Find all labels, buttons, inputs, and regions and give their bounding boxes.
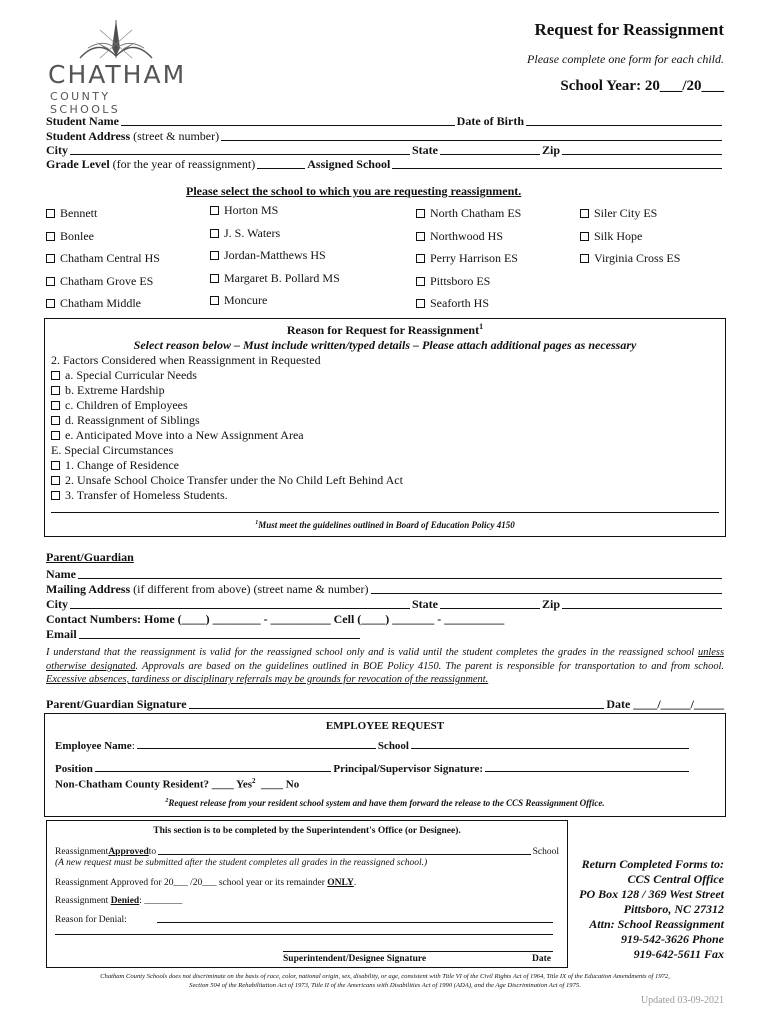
parent-signature-row	[46, 697, 724, 712]
denied-suffix: : ________	[139, 896, 183, 906]
checkbox-icon[interactable]	[210, 296, 219, 305]
employee-request-section	[44, 713, 726, 817]
reason-option[interactable]	[51, 383, 403, 398]
checkbox-icon[interactable]	[51, 416, 60, 425]
form-title: Request for Reassignment	[534, 20, 724, 39]
approved-year-row[interactable]: Reassignment Approved for 20___ /20___ school year or its remainder ONLY.	[55, 878, 357, 888]
nonresident-row[interactable]	[55, 777, 299, 791]
approved-word: Approved	[108, 847, 149, 857]
checkbox-icon[interactable]	[580, 209, 589, 218]
school-option-label: Siler City ES	[594, 206, 658, 220]
statement-part1: I understand that the reassignment is valid for the reassigned school only and is valid until the student completes the grades in the reassigned school	[46, 647, 699, 658]
logo-name: CHATHAM	[48, 60, 187, 89]
updated-date: Updated 03-09-2021	[640, 995, 724, 1006]
parent-state-field[interactable]	[440, 608, 540, 609]
school-option-label: Margaret B. Pollard MS	[224, 270, 340, 285]
student-city-label: City	[46, 143, 68, 157]
statement-underline2: Excessive absences, tardiness or disciplinary referrals may be grounds for revocation of the reassignment.	[46, 674, 489, 685]
statement-underline1: unless otherwise designated	[46, 647, 724, 672]
school-option-label: Bennett	[60, 206, 98, 220]
position-label: Position	[55, 763, 93, 775]
email-field[interactable]	[79, 638, 360, 639]
reason-heading-text: E. Special Circumstances	[51, 443, 174, 457]
email-row	[46, 627, 362, 642]
return-line: Attn: School Reassignment	[589, 917, 724, 931]
school-option[interactable]	[210, 293, 267, 308]
school-option[interactable]	[416, 206, 521, 221]
employee-school-label: School	[377, 740, 409, 752]
district-logo	[46, 18, 187, 116]
checkbox-icon[interactable]	[416, 232, 425, 241]
denied-prefix: Reassignment	[55, 896, 111, 906]
superintendent-sig-line[interactable]	[283, 951, 553, 952]
school-option-label: Perry Harrison ES	[430, 251, 518, 265]
reason-option[interactable]	[51, 428, 403, 443]
reason-option[interactable]	[51, 398, 403, 413]
denial-line-2[interactable]	[55, 934, 553, 935]
school-option-label: Northwood HS	[430, 228, 504, 243]
student-state-label: State	[411, 143, 438, 157]
employee-name-row: Employee Name : School	[55, 738, 689, 752]
assigned-school-label: Assigned School	[307, 157, 391, 171]
reason-option-label: a. Special Curricular Needs	[65, 368, 197, 382]
reason-footnote-text: Must meet the guidelines outlined in Board of Education Policy 4150	[258, 520, 515, 530]
employee-name-field[interactable]	[137, 748, 376, 749]
school-option[interactable]	[46, 251, 160, 266]
checkbox-icon[interactable]	[416, 254, 425, 263]
reason-option[interactable]	[51, 488, 403, 503]
reason-option-label: 2. Unsafe School Choice Transfer under the No Child Left Behind Act	[65, 473, 403, 487]
nonresident-sup: 2	[252, 777, 256, 785]
student-state-field[interactable]	[440, 154, 540, 155]
checkbox-icon[interactable]	[51, 386, 60, 395]
denial-label: Reason for Denial:	[55, 915, 127, 925]
parent-city-field[interactable]	[70, 608, 410, 609]
denied-word: Denied	[110, 896, 140, 906]
school-option-label: Silk Hope	[594, 228, 643, 243]
approved-suffix: to	[148, 847, 157, 857]
checkbox-icon[interactable]	[210, 206, 219, 215]
school-option[interactable]	[46, 229, 94, 244]
checkbox-icon[interactable]	[580, 232, 589, 241]
reason-option[interactable]	[51, 473, 403, 488]
reason-option-label: d. Reassignment of Siblings	[65, 413, 200, 427]
student-address-label: Student Address	[46, 129, 131, 143]
reason-section-heading	[51, 443, 403, 458]
parent-name-label: Name	[46, 567, 76, 581]
parent-name-field[interactable]	[78, 578, 722, 579]
school-option[interactable]	[210, 248, 326, 263]
checkbox-icon[interactable]	[580, 254, 589, 263]
employee-school-field[interactable]	[411, 748, 689, 749]
email-label: Email	[46, 627, 77, 641]
school-option[interactable]	[416, 229, 503, 244]
checkbox-icon[interactable]	[51, 461, 60, 470]
compass-star-icon	[46, 18, 186, 62]
school-option[interactable]	[210, 271, 340, 286]
school-option-label: Horton MS	[224, 203, 279, 217]
nonresident-yes: Non-Chatham County Resident? ____ Yes	[55, 778, 252, 791]
student-address-row	[46, 129, 724, 144]
reason-list	[51, 353, 403, 503]
approved-prefix: Reassignment	[55, 847, 109, 857]
checkbox-icon[interactable]	[46, 209, 55, 218]
school-option[interactable]	[416, 296, 489, 311]
parent-statement	[46, 646, 724, 687]
school-option-label: Chatham Grove ES	[60, 273, 154, 288]
form-subtitle: Please complete one form for each child.	[527, 52, 724, 66]
school-option[interactable]	[580, 251, 680, 266]
reason-option-label: 1. Change of Residence	[65, 458, 179, 472]
school-option-label: Jordan-Matthews HS	[224, 248, 326, 262]
student-address-field[interactable]	[221, 140, 722, 141]
school-option[interactable]	[210, 203, 278, 218]
return-line: CCS Central Office	[627, 872, 724, 886]
dob-label: Date of Birth	[456, 114, 524, 128]
reason-title	[45, 322, 725, 338]
employee-note-text: Request release from your resident school system and have them forward the release to the CCS Reassignment Office.	[168, 798, 605, 808]
reason-option-label: 3. Transfer of Homeless Students.	[65, 488, 228, 502]
school-option-label: Bonlee	[60, 228, 94, 243]
school-option-label: Pittsboro ES	[430, 273, 491, 288]
reason-heading-text: 2. Factors Considered when Reassignment in Requested	[51, 353, 321, 367]
reason-option[interactable]	[51, 458, 403, 473]
contact-row	[46, 612, 724, 627]
school-option[interactable]	[580, 229, 642, 244]
logo-subtitle: COUNTY SCHOOLS	[50, 90, 121, 116]
statement-part2: . Approvals are based on the guidelines outlined in BOE Policy 4150. The parent is responsible for transportation to and from school.	[135, 660, 724, 672]
denial-row	[55, 913, 553, 925]
approved-school-field[interactable]	[158, 854, 530, 855]
office-section	[46, 820, 568, 968]
grade-label: Grade Level	[46, 157, 110, 171]
superintendent-sig-label: Superintendent/Designee Signature	[283, 954, 427, 964]
mailing-hint: (if different from above) (street name & number)	[133, 582, 369, 596]
mailing-row	[46, 582, 724, 597]
employee-note	[45, 798, 725, 808]
checkbox-icon[interactable]	[416, 299, 425, 308]
reason-option[interactable]	[51, 413, 403, 428]
parent-date-label[interactable]: Date ____/_____/_____	[606, 697, 724, 711]
parent-heading: Parent/Guardian	[46, 550, 134, 564]
reason-option-label: c. Children of Employees	[65, 398, 188, 412]
reason-title-sup: 1	[479, 322, 484, 331]
school-option-label: North Chatham ES	[430, 206, 522, 220]
reason-section-heading	[51, 353, 403, 368]
reason-footnote-sup: 1	[255, 520, 259, 526]
parent-zip-label: Zip	[541, 597, 560, 611]
return-line: Pittsboro, NC 27312	[623, 902, 724, 916]
reason-section	[44, 318, 726, 537]
mailing-field[interactable]	[371, 593, 723, 594]
school-option[interactable]	[46, 274, 153, 289]
student-name-row	[46, 114, 724, 129]
parent-city-label: City	[46, 597, 68, 611]
checkbox-icon[interactable]	[46, 277, 55, 286]
reason-details-line[interactable]	[51, 512, 719, 513]
school-option[interactable]	[46, 296, 141, 311]
grade-field[interactable]	[257, 168, 305, 169]
student-zip-field[interactable]	[562, 154, 722, 155]
school-option-label: Virginia Cross ES	[594, 251, 681, 265]
parent-signature-field[interactable]	[189, 708, 605, 709]
denied-row[interactable]	[55, 896, 182, 906]
nondiscrimination-statement	[46, 972, 724, 990]
approved-year-text: Reassignment Approved for 20___ /20___ school year or its remainder	[55, 878, 328, 888]
student-city-field[interactable]	[70, 154, 410, 155]
student-city-row	[46, 143, 724, 158]
school-option-label: Moncure	[224, 293, 268, 307]
assigned-school-field[interactable]	[392, 168, 722, 169]
checkbox-icon[interactable]	[46, 299, 55, 308]
reason-footnote	[45, 520, 725, 530]
school-option-label: Chatham Middle	[60, 296, 141, 310]
checkbox-icon[interactable]	[210, 229, 219, 238]
checkbox-icon[interactable]	[46, 254, 55, 263]
reason-option-label: b. Extreme Hardship	[65, 383, 165, 397]
office-title: This section is to be completed by the Superintendent's Office (or Designee).	[153, 826, 461, 836]
checkbox-icon[interactable]	[51, 491, 60, 500]
grade-hint: (for the year of reassignment)	[112, 157, 256, 171]
principal-label: Principal/Supervisor Signature:	[333, 763, 483, 775]
return-title: Return Completed Forms to:	[581, 857, 724, 871]
contact-numbers[interactable]: Contact Numbers: Home (____) ________ - __________ Cell (____) _______ - __________	[46, 612, 505, 626]
position-row	[55, 761, 689, 775]
school-option[interactable]	[580, 206, 657, 221]
parent-name-row	[46, 567, 724, 582]
parent-city-row	[46, 597, 724, 612]
reason-option[interactable]	[51, 368, 403, 383]
employee-note-sup: 2	[165, 798, 169, 804]
checkbox-icon[interactable]	[210, 274, 219, 283]
nondiscrimination-line-1: Chatham County Schools does not discriminate on the basis of race, color, national origin, sex, disability, or age, consistent with Title VI of the Civil Rights Act of 1964, Title IX of the Education Amendments of 1972,	[100, 973, 670, 980]
school-option-label: Chatham Central HS	[60, 251, 160, 265]
nonresident-no: ____ No	[261, 778, 300, 791]
school-select-prompt: Please select the school to which you are requesting reassignment.	[186, 184, 522, 198]
reason-title-text: Reason for Request for Reassignment	[286, 323, 480, 337]
return-address	[579, 857, 724, 962]
school-option-label: J. S. Waters	[224, 225, 281, 240]
nondiscrimination-line-2: Section 504 of the Rehabilitation Act of 1973, Title II of the Americans with Disabilities Act of 1990 (ADA), and the Age Discrimination Act of 1975.	[189, 982, 581, 989]
office-date-label: Date	[532, 954, 551, 964]
checkbox-icon[interactable]	[46, 232, 55, 241]
checkbox-icon[interactable]	[51, 476, 60, 485]
student-zip-label: Zip	[541, 143, 560, 157]
reason-instructions: Select reason below – Must include written/typed details – Please attach additional pages as necessary	[133, 338, 637, 352]
checkbox-icon[interactable]	[210, 251, 219, 260]
parent-zip-field[interactable]	[562, 608, 722, 609]
denial-field[interactable]	[157, 922, 553, 923]
school-option[interactable]	[210, 226, 280, 241]
employee-name-label: Employee Name	[55, 740, 132, 752]
reason-option-label: e. Anticipated Move into a New Assignment Area	[65, 428, 304, 442]
school-option-label: Seaforth HS	[430, 296, 489, 310]
checkbox-icon[interactable]	[51, 371, 60, 380]
approved-row	[55, 845, 559, 857]
mailing-label: Mailing Address	[46, 582, 131, 596]
checkbox-icon[interactable]	[416, 209, 425, 218]
checkbox-icon[interactable]	[416, 277, 425, 286]
school-year: School Year: 20___/20___	[560, 78, 724, 94]
student-address-hint: (street & number)	[133, 129, 220, 143]
new-request-note: (A new request must be submitted after the student completes all grades in the reassigned school.)	[55, 858, 428, 868]
school-option[interactable]	[46, 206, 97, 221]
return-line: 919-542-3626 Phone	[621, 932, 724, 946]
school-option[interactable]	[416, 251, 518, 266]
checkbox-icon[interactable]	[51, 401, 60, 410]
checkbox-icon[interactable]	[51, 431, 60, 440]
position-field[interactable]	[95, 771, 331, 772]
dob-field[interactable]	[526, 125, 722, 126]
return-line: PO Box 128 / 369 West Street	[579, 887, 724, 901]
return-line: 919-642-5611 Fax	[633, 947, 724, 961]
principal-field[interactable]	[485, 771, 689, 772]
school-option[interactable]	[416, 274, 490, 289]
parent-state-label: State	[411, 597, 438, 611]
student-name-label: Student Name	[46, 114, 120, 128]
only-word: ONLY	[327, 878, 354, 888]
student-name-field[interactable]	[121, 125, 455, 126]
grade-row	[46, 157, 724, 172]
approved-school-word: School	[532, 847, 559, 857]
parent-signature-label: Parent/Guardian Signature	[46, 697, 187, 711]
employee-title: EMPLOYEE REQUEST	[325, 720, 445, 732]
